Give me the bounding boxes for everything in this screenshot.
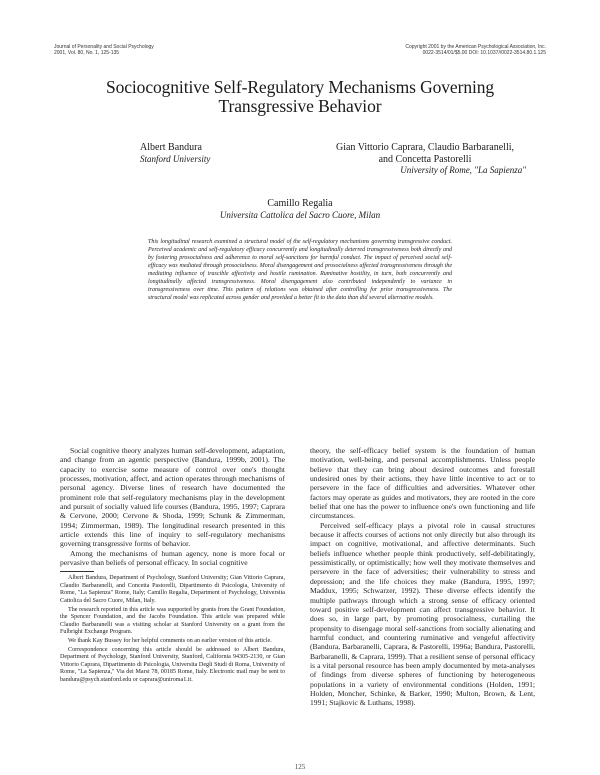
- author-block-caprara: [320, 142, 530, 177]
- author-block-regalia: [150, 198, 450, 221]
- copyright-line: Copyright 2001 by the American Psychological Association, Inc.: [405, 44, 546, 50]
- running-header-left: [54, 44, 204, 56]
- journal-name: Journal of Personality and Social Psychology: [54, 44, 154, 50]
- body-paragraph: Among the mechanisms of human agency, none is more focal or pervasive than beliefs of personal efficacy. In social cognitive: [60, 548, 285, 568]
- author-name: Camillo Regalia: [267, 198, 333, 209]
- page-number: 125: [294, 763, 306, 771]
- footnote: Albert Bandura, Department of Psychology, Stanford University; Gian Vittorio Caprara, Claudio Barbaranelli, and Concetta Pastorelli, Dipartimento di Psicologia, University of Rome, "La Sapienza" Rome, Italy; Camillo Regalia, Department of Psychology, Universita Cattolica del Sacro Cuore, Milan, Italy.: [60, 575, 285, 604]
- body-paragraph: Social cognitive theory analyzes human self-development, adaptation, and change from an agentic perspective (Bandura, 1999b, 2001). The capacity to exercise some measure of control over one's thought processes, motivation, affect, and action operates through mechanisms of personal agency. Diverse lines of research have documented the prominent role that self-regulatory mechanisms play in the development and pursuit of socially valued life courses (Bandura, 1995, 1997; Caprara & Cervone, 2000; Cervone & Shoda, 1999; Schunk & Zimmerman, 1994; Zimmerman, 1989). The longitudinal research presented in this article extends this line of inquiry to self-regulatory mechanisms governing transgressive forms of behavior.: [60, 446, 285, 549]
- author-name-continued: and Concetta Pastorelli: [378, 153, 472, 165]
- author-affiliation: Universita Cattolica del Sacro Cuore, Milan: [219, 209, 381, 220]
- doi-line: 0022-3514/01/$5.00 DOI: 10.1037//0022-3514.80.1.125: [422, 50, 546, 56]
- abstract: This longitudinal research examined a structural model of the self-regulatory mechanisms governing transgressive conduct. Perceived academic and self-regulatory efficacy concurrently and longitudinally deterred transgressiveness both directly and by fostering prosocialness and adherence to moral self-sanctions for harmful conduct. The impact of perceived social self-efficacy was mediated through prosocialness. Moral disengagement and prosocialness affected transgressiveness through the mediating influence of irascible affectivity and hostile rumination. Ruminative hostility, in turn, both concurrently and longitudinally affected transgressiveness. Moral disengagement also contributed independently to variance in transgressiveness over time. This pattern of relations was obtained after controlling for prior transgressiveness. The structural model was replicated across gender and provided a better fit to the data than did several alternative models.: [148, 239, 452, 302]
- volume-info: 2001, Vol. 80, No. 1, 125-135: [54, 50, 120, 56]
- author-name: Gian Vittorio Caprara, Claudio Barbaranelli,: [335, 142, 515, 153]
- article-title: Sociocognitive Self-Regulatory Mechanisms Governing Transgressive Behavior: [105, 77, 495, 116]
- author-affiliation: Stanford University: [140, 153, 211, 164]
- footnote: We thank Kay Bussey for her helpful comments on an earlier version of this article.: [68, 637, 272, 644]
- author-affiliation: University of Rome, "La Sapienza": [400, 165, 526, 175]
- body-paragraph: theory, the self-efficacy belief system is the foundation of human motivation, well-being, and personal accomplishments. Unless people believe that they can bring about desired outcomes and forestall undesired ones by their actions, they have little incentive to act or to persevere in the face of difficulties and adversities. Whatever other factors may operate as guides and motivators, they are rooted in the core belief that one has the power to influence one's own functioning and life circumstances.: [310, 446, 535, 521]
- footnote-divider: [60, 571, 94, 572]
- body-paragraph: Perceived self-efficacy plays a pivotal role in causal structures because it affects courses of actions not only directly but also through its impact on cognitive, motivational, and affective determinants. Such beliefs influence whether people think productively, self-debilitatingly, pessimistically, or optimistically; how well they motivate themselves and persevere in the face of adversities; their vulnerability to stress and depression; and the life choices they make (Bandura, 1995, 1997; Maddux, 1995; Schwarzer, 1992). These diverse effects identify the multiple pathways through which a strong sense of efficacy oriented toward positive self-development can affect transgressive behavior. It does so, in large part, by promoting prosocialness, curtailing the propensity to disengage moral self-sanctions from socially alienating and harmful conduct, and countering ruminative and vengeful affectivity (Bandura, Barbaranelli, Caprara, & Pastorelli, 1996a; Bandura, Pastorelli, Barbaranelli, & Caprara, 1999). That a resilient sense of personal efficacy is a vital personal resource has been amply documented by meta-analyses of findings from diverse spheres of functioning by heterogeneous populations in a variety of environmental conditions (Holden, 1991; Holden, Moncher, Schinke, & Barker, 1990; Multon, Brown, & Lent, 1991; Stajkovic & Luthans, 1998).: [310, 520, 535, 708]
- footnote: The research reported in this article was supported by grants from the Grant Foundation, the Spencer Foundation, and the Jacobs Foundation. This article was prepared while Claudio Barbaranelli was a visiting scholar at Stanford University on a grant from the Fulbright Exchange Program.: [60, 606, 285, 635]
- footnote: Correspondence concerning this article should be addressed to Albert Bandura, Department of Psychology, Stanford University, Stanford, California 94305-2130, or Gian Vittorio Caprara, Dipartimento di Psicologia, Universita Degli Studi di Roma, University of Rome, "La Sapienza," Via dei Marsi 78, 00185 Rome, Italy. Electronic mail may be sent to bandura@psych.stanford.edu or caprara@uniroma1.it.: [60, 646, 285, 683]
- author-footnotes: [60, 575, 285, 683]
- author-name: Albert Bandura: [140, 142, 202, 153]
- body-column-left: [60, 446, 285, 686]
- body-column-right: [310, 446, 535, 708]
- running-header-right: [346, 44, 546, 56]
- author-block-bandura: [140, 142, 260, 165]
